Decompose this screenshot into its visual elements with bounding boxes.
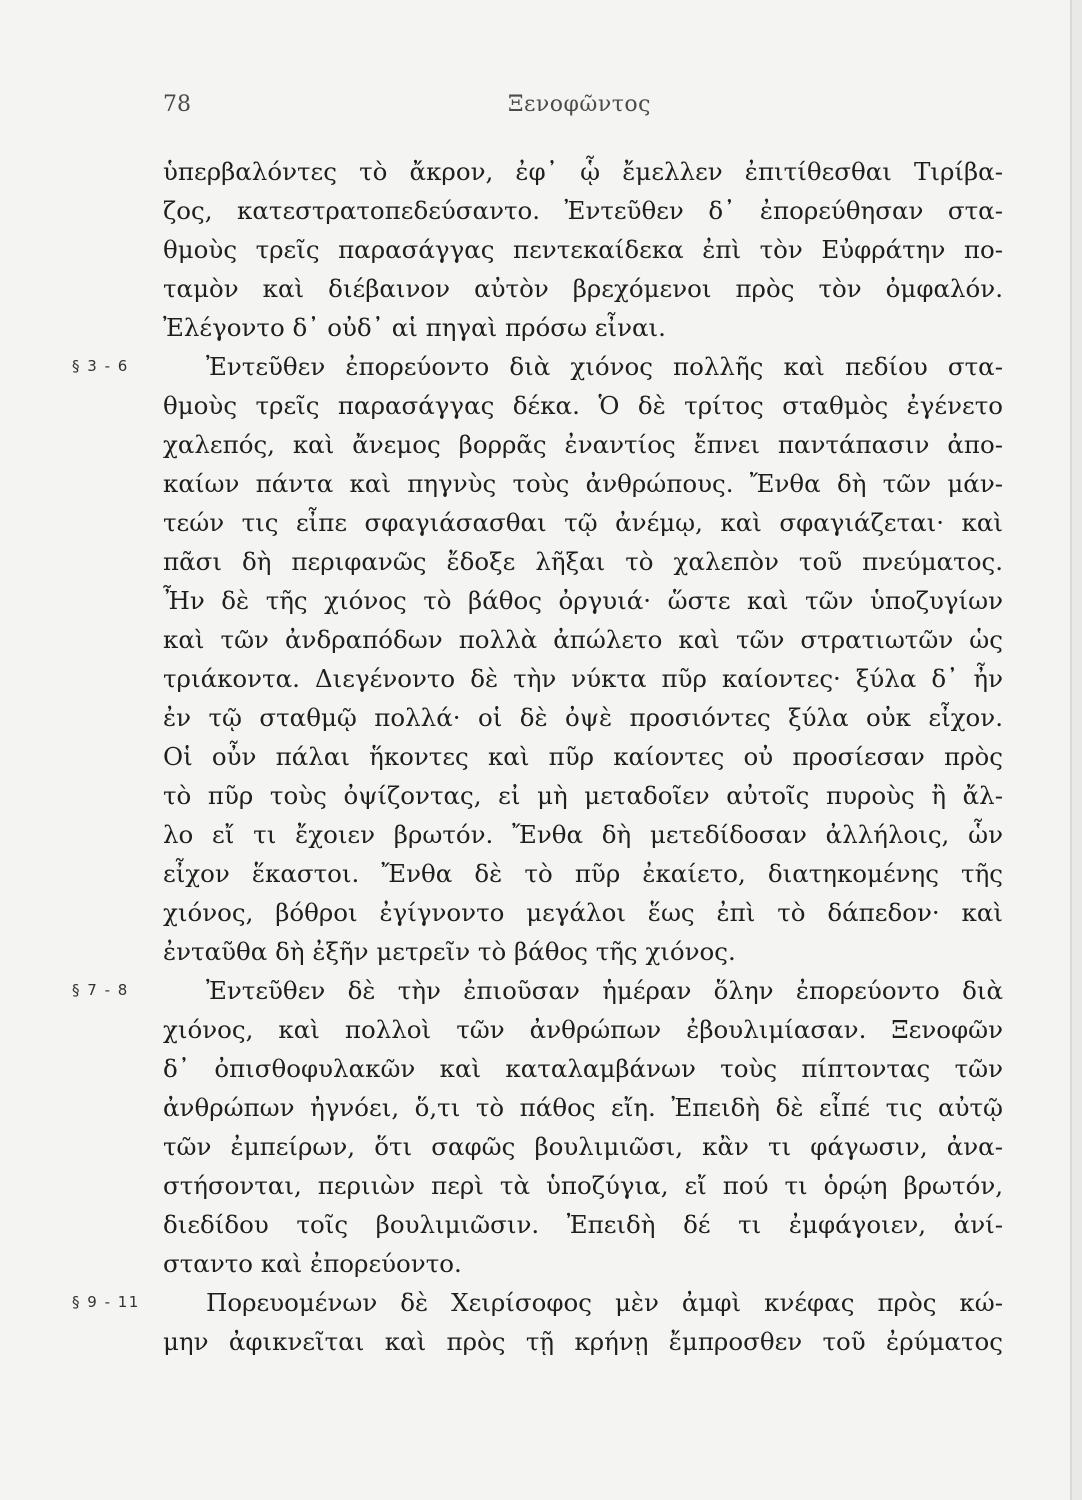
text-line: Ἐντεῦθεν δὲ τὴν ἐπιοῦσαν ἡμέραν ὅλην ἐπορεύοντο διὰ bbox=[206, 976, 1003, 1005]
page-number: 78 bbox=[163, 92, 191, 117]
text-line: εἶχον ἕκαστοι. Ἔνθα δὲ τὸ πῦρ ἐκαίετο, διατηκομένης τῆς bbox=[163, 859, 1003, 888]
section-mark: § 7 - 8 bbox=[72, 981, 129, 999]
text-line: τὸ πῦρ τοὺς ὀψίζοντας, εἰ μὴ μεταδοῖεν αὐτοῖς πυροὺς ἢ ἄλ- bbox=[163, 781, 1003, 810]
text-line: πᾶσι δὴ περιφανῶς ἔδοξε λῆξαι τὸ χαλεπὸν τοῦ πνεύματος. bbox=[163, 547, 1003, 576]
text-line: ὑπερβαλόντες τὸ ἄκρον, ἐφ᾽ ᾧ ἔμελλεν ἐπιτίθεσθαι Τιρίβα- bbox=[163, 157, 1003, 186]
text-line: Ἐντεῦθεν ἐπορεύοντο διὰ χιόνος πολλῆς καὶ πεδίου στα- bbox=[206, 352, 1003, 381]
text-line: ἀνθρώπων ἠγνόει, ὅ,τι τὸ πάθος εἴη. Ἐπειδὴ δὲ εἶπέ τις αὐτῷ bbox=[163, 1093, 1003, 1122]
text-line: ἐνταῦθα δὴ ἐξῆν μετρεῖν τὸ βάθος τῆς χιόνος. bbox=[163, 937, 736, 966]
text-line: Πορευομένων δὲ Χειρίσοφος μὲν ἀμφὶ κνέφας πρὸς κώ- bbox=[206, 1288, 1003, 1317]
text-line: Ἦν δὲ τῆς χιόνος τὸ βάθος ὀργυιά· ὥστε καὶ τῶν ὑποζυγίων bbox=[163, 586, 1003, 615]
paragraph-line bbox=[72, 1283, 1003, 1322]
page-header bbox=[163, 92, 1033, 126]
section-mark: § 3 - 6 bbox=[72, 357, 129, 375]
text-line: χαλεπός, καὶ ἄνεμος βορρᾶς ἐναντίος ἔπνει παντάπασιν ἀπο- bbox=[163, 430, 1003, 459]
paragraph-line bbox=[72, 971, 1003, 1010]
text-line: στήσονται, περιιὼν περὶ τὰ ὑποζύγια, εἴ πού τι ὁρῴη βρωτόν, bbox=[163, 1171, 1003, 1200]
text-line: χιόνος, καὶ πολλοὶ τῶν ἀνθρώπων ἐβουλιμίασαν. Ξενοφῶν bbox=[163, 1015, 1003, 1044]
text-line: καὶ τῶν ἀνδραπόδων πολλὰ ἀπώλετο καὶ τῶν στρατιωτῶν ὡς bbox=[163, 625, 1003, 654]
text-line: θμοὺς τρεῖς παρασάγγας δέκα. Ὁ δὲ τρίτος σταθμὸς ἐγένετο bbox=[163, 391, 1003, 420]
text-line: δ᾽ ὀπισθοφυλακῶν καὶ καταλαμβάνων τοὺς πίπτοντας τῶν bbox=[163, 1054, 1003, 1083]
text-line: τεών τις εἶπε σφαγιάσασθαι τῷ ἀνέμῳ, καὶ σφαγιάζεται· καὶ bbox=[163, 508, 1003, 537]
text-line: μην ἀφικνεῖται καὶ πρὸς τῇ κρήνῃ ἔμπροσθεν τοῦ ἐρύματος bbox=[163, 1327, 1003, 1356]
text-line: ταμὸν καὶ διέβαινον αὐτὸν βρεχόμενοι πρὸς τὸν ὀμφαλόν. bbox=[163, 274, 1003, 303]
text-line: ζος, κατεστρατοπεδεύσαντο. Ἐντεῦθεν δ᾽ ἐπορεύθησαν στα- bbox=[163, 196, 1003, 225]
paragraph-line bbox=[72, 347, 1003, 386]
text-line: καίων πάντα καὶ πηγνὺς τοὺς ἀνθρώπους. Ἔνθα δὴ τῶν μάν- bbox=[163, 469, 1003, 498]
running-title: Ξενοφῶντος bbox=[508, 92, 651, 117]
text-line: Οἱ οὖν πάλαι ἥκοντες καὶ πῦρ καίοντες οὐ προσίεσαν πρὸς bbox=[163, 742, 1003, 771]
text-line: ἐν τῷ σταθμῷ πολλά· οἱ δὲ ὀψὲ προσιόντες ξύλα οὐκ εἶχον. bbox=[163, 703, 1003, 732]
greek-text-body bbox=[72, 152, 1003, 1361]
text-line: θμοὺς τρεῖς παρασάγγας πεντεκαίδεκα ἐπὶ τὸν Εὐφράτην πο- bbox=[163, 235, 1003, 264]
text-line: Ἐλέγοντο δ᾽ οὐδ᾽ αἱ πηγαὶ πρόσω εἶναι. bbox=[163, 313, 666, 342]
text-line: χιόνος, βόθροι ἐγίγνοντο μεγάλοι ἕως ἐπὶ τὸ δάπεδον· καὶ bbox=[163, 898, 1003, 927]
section-mark: § 9 - 11 bbox=[72, 1293, 140, 1311]
text-line: διεδίδου τοῖς βουλιμιῶσιν. Ἐπειδὴ δέ τι ἐμφάγοιεν, ἀνί- bbox=[163, 1210, 1003, 1239]
text-line: λο εἴ τι ἔχοιεν βρωτόν. Ἔνθα δὴ μετεδίδοσαν ἀλλήλοις, ὧν bbox=[163, 820, 1003, 849]
text-line: τριάκοντα. Διεγένοντο δὲ τὴν νύκτα πῦρ καίοντες· ξύλα δ᾽ ἦν bbox=[163, 664, 1003, 693]
text-line: σταντο καὶ ἐπορεύοντο. bbox=[163, 1249, 462, 1278]
text-line: τῶν ἐμπείρων, ὅτι σαφῶς βουλιμιῶσι, κἂν τι φάγωσιν, ἀνα- bbox=[163, 1132, 1003, 1161]
